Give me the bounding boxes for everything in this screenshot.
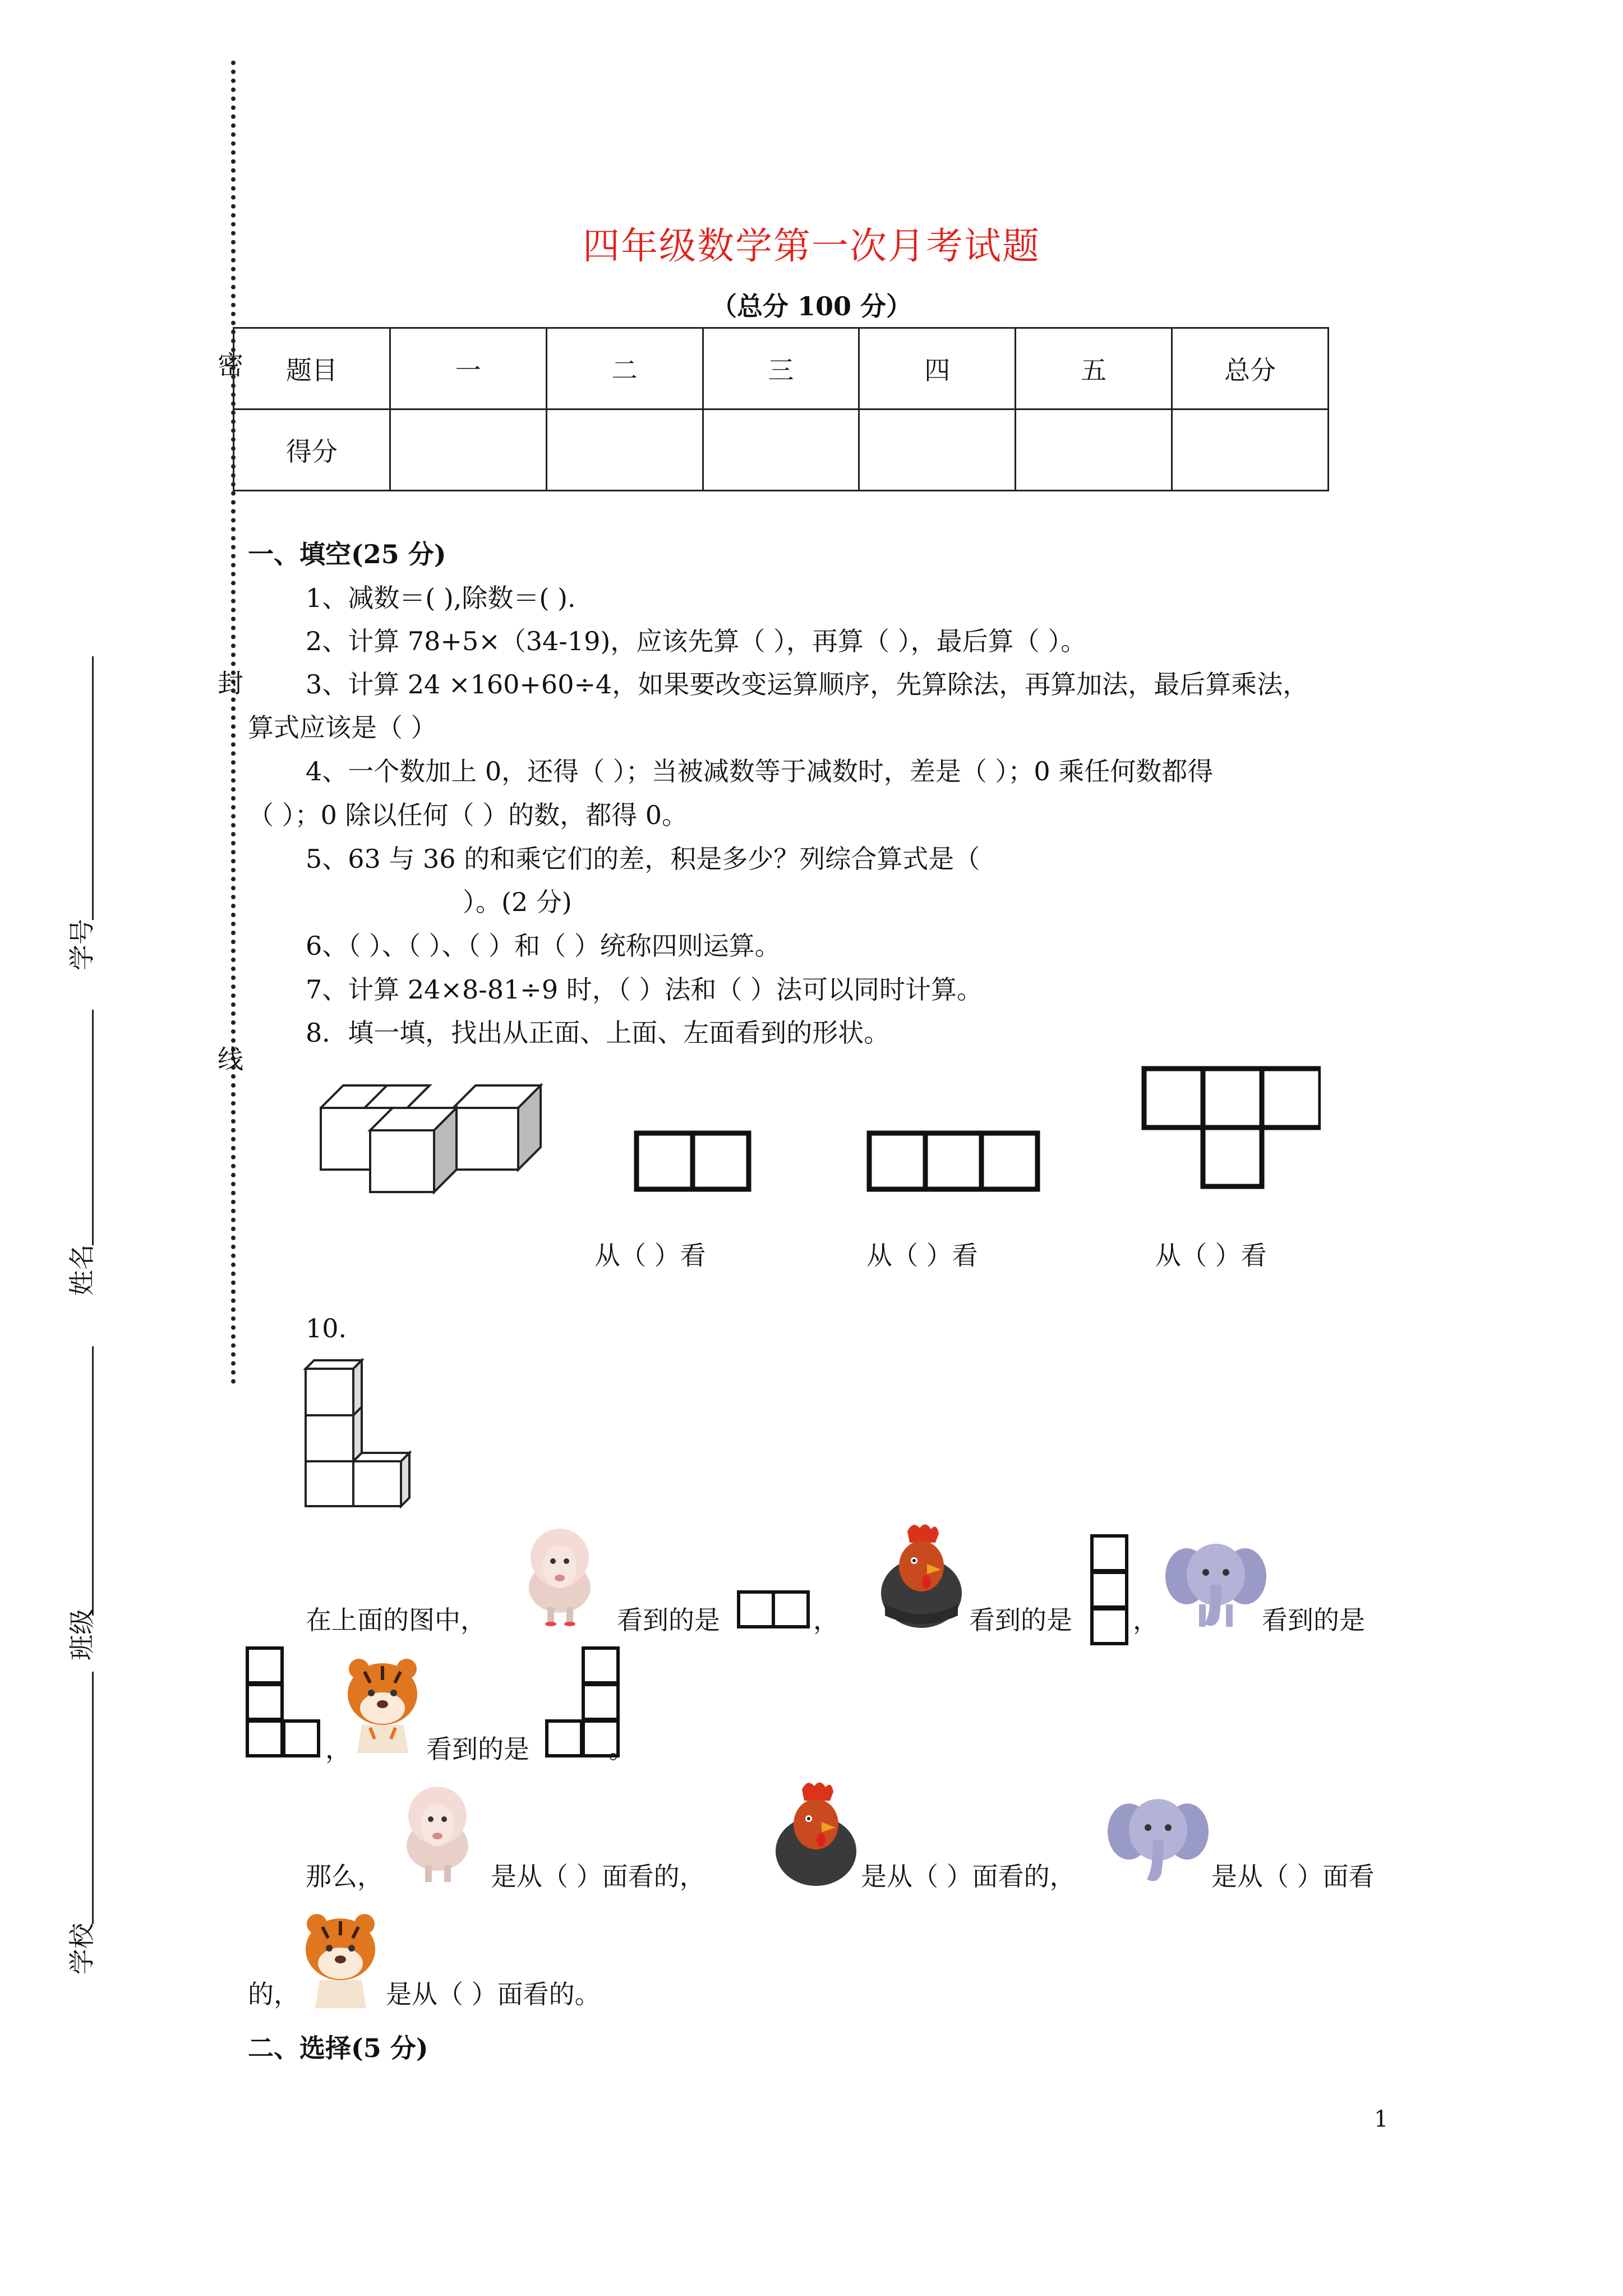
question-6: 6、（ ）、（ ）、（ ）和（ ）统称四则运算。	[306, 931, 781, 961]
score-table-header: 一	[390, 328, 546, 409]
view-label-3: 从（ ）看	[1155, 1240, 1267, 1271]
question-4: 4、一个数加上 0，还得（ ）；当被减数等于减数时，差是（ ）；0 乘任何数都得	[306, 756, 1214, 786]
score-table-header: 三	[703, 328, 859, 409]
q10-cube-figure	[303, 1349, 421, 1512]
score-row-label: 得分	[234, 409, 390, 491]
view-shape-three-squares	[866, 1130, 1040, 1192]
seal-char-xian: 线	[218, 1044, 243, 1074]
comma-2: ，	[1133, 1605, 1159, 1635]
from-text-rooster: 是从（ ）面看的，	[861, 1861, 1076, 1892]
from-text-tiger: 是从（ ）面看的。	[386, 1979, 601, 2009]
period: 。	[608, 1734, 634, 1764]
section2-heading: 二、选择(5 分)	[248, 2033, 428, 2063]
seen-intro-text: 在上面的图中，	[306, 1605, 486, 1635]
score-cell[interactable]	[546, 409, 703, 491]
score-table-score-row	[234, 409, 1329, 491]
seal-char-mi: 密	[218, 350, 243, 380]
score-table-header: 题目	[234, 328, 390, 409]
elephant-icon	[1165, 1540, 1266, 1635]
cube-stack-figure	[320, 1080, 555, 1200]
page-number: 1	[1374, 2106, 1389, 2132]
page-subtitle: （总分 100 分）	[711, 291, 912, 321]
from-text-sheep: 是从（ ）面看的，	[491, 1861, 706, 1892]
tiger-icon	[300, 1910, 381, 2013]
question-4-cont: （ ）；0 除以任何（ ）的数，都得 0。	[248, 800, 688, 830]
score-cell[interactable]	[1016, 409, 1172, 491]
page-title: 四年级数学第一次月考试题	[583, 224, 1040, 268]
view-label-1: 从（ ）看	[594, 1240, 706, 1271]
de-text: 的，	[248, 1979, 299, 2009]
class-line	[92, 1346, 94, 1616]
from-text-elephant: 是从（ ）面看	[1211, 1861, 1375, 1892]
sheep-icon	[515, 1523, 605, 1629]
question-3-cont: 算式应该是（ ）	[248, 712, 437, 743]
view-label-2: 从（ ）看	[866, 1240, 978, 1271]
question-8: 8．填一填，找出从正面、上面、左面看到的形状。	[306, 1018, 890, 1048]
seal-char-feng: 封	[218, 668, 243, 698]
question-5-cont: ）。(2 分)	[463, 887, 572, 917]
rooster-icon	[879, 1520, 963, 1632]
name-line	[92, 1010, 94, 1245]
question-7: 7、计算 24×8-81÷9 时，（ ）法和（ ）法可以同时计算。	[306, 974, 983, 1005]
answer-shape-l-shape	[246, 1646, 321, 1759]
view-shape-two-squares	[634, 1130, 751, 1192]
seen-text-tiger: 看到的是	[426, 1734, 529, 1764]
score-table-header: 二	[546, 328, 703, 409]
score-table	[233, 327, 1329, 491]
elephant-icon	[1108, 1795, 1209, 1890]
question-10: 10.	[306, 1313, 347, 1343]
score-cell[interactable]	[703, 409, 859, 491]
rooster-icon	[774, 1778, 858, 1890]
section1-heading: 一、填空(25 分)	[248, 539, 446, 569]
tiger-icon	[342, 1655, 423, 1758]
seen-text-elephant: 看到的是	[1262, 1605, 1365, 1635]
view-shape-t-shape	[1141, 1066, 1321, 1189]
seen-text-rooster: 看到的是	[969, 1605, 1072, 1635]
seen-text-sheep: 看到的是	[617, 1605, 720, 1635]
school-line	[92, 1672, 94, 1924]
comma-1: ，	[813, 1605, 839, 1635]
score-cell[interactable]	[859, 409, 1016, 491]
sheep-icon	[393, 1781, 482, 1887]
score-cell[interactable]	[390, 409, 546, 491]
question-2: 2、计算 78+5×（34-19)，应该先算（ ），再算（ ），最后算（ ）。	[306, 626, 1087, 656]
answer-shape-vertical-three	[1090, 1534, 1128, 1646]
score-table-header: 五	[1016, 328, 1172, 409]
question-3: 3、计算 24 ×160+60÷4，如果要改变运算顺序，先算除法，再算加法，最后算乘法，	[306, 669, 1309, 700]
score-table-header: 四	[859, 328, 1016, 409]
score-table-header-row	[234, 328, 1329, 409]
student-id-line	[92, 656, 94, 920]
then-text: 那么，	[306, 1861, 383, 1892]
comma-3: ，	[325, 1734, 351, 1764]
question-5: 5、63 与 36 的和乘它们的差，积是多少？列综合算式是（	[306, 844, 980, 874]
score-cell[interactable]	[1172, 409, 1329, 491]
answer-shape-two-squares	[737, 1590, 810, 1628]
question-1: 1、减数＝( ),除数＝( ).	[306, 583, 576, 613]
score-table-header: 总分	[1172, 328, 1329, 409]
